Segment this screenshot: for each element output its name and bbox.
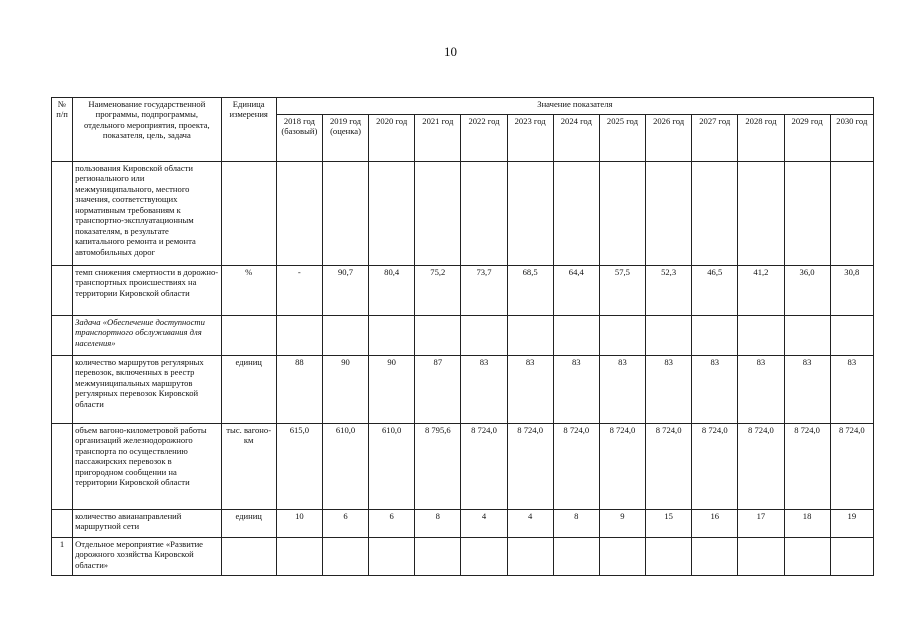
row-value [507,316,553,356]
row-value [369,538,415,576]
row-num [52,510,73,538]
row-value: 15 [646,510,692,538]
row-value: 57,5 [599,266,645,316]
row-value [322,162,368,266]
row-value [646,162,692,266]
row-value: 4 [507,510,553,538]
row-value [599,538,645,576]
row-value: 83 [461,356,507,424]
row-value [692,316,738,356]
row-value [830,538,873,576]
row-value [738,162,784,266]
row-name: количество авианаправлений маршрутной сети [73,510,222,538]
row-value: 8 724,0 [692,424,738,510]
header-year: 2019 год (оценка) [322,115,368,162]
header-year: 2025 год [599,115,645,162]
row-unit [221,316,276,356]
table-row [52,162,874,266]
row-value: 90,7 [322,266,368,316]
indicators-table [51,97,874,576]
row-value: 8 [553,510,599,538]
page-number: 10 [444,44,457,59]
row-value: 87 [415,356,461,424]
row-num: 1 [52,538,73,576]
row-value: 8 724,0 [461,424,507,510]
header-year: 2020 год [369,115,415,162]
row-value: 73,7 [461,266,507,316]
row-unit [221,162,276,266]
row-value: 610,0 [322,424,368,510]
header-year: 2028 год [738,115,784,162]
row-value [461,538,507,576]
row-value: 30,8 [830,266,873,316]
row-unit: единиц [221,510,276,538]
row-value [276,316,322,356]
row-value [276,538,322,576]
row-value [738,538,784,576]
table-row [52,316,874,356]
header-year: 2022 год [461,115,507,162]
row-unit: % [221,266,276,316]
row-value: 8 724,0 [507,424,553,510]
row-num [52,162,73,266]
row-unit [221,538,276,576]
row-value [692,162,738,266]
row-value [646,538,692,576]
row-value: 52,3 [646,266,692,316]
row-value: 18 [784,510,830,538]
row-name: пользования Кировской области регионального или межмуниципального, местного значения, соответствующих нормативным требованиям к транспортно-эксплуатационным показателям, в результате капитального ремонта и ремонта автомобильных дорог [73,162,222,266]
row-value: 8 [415,510,461,538]
row-value [599,162,645,266]
row-value: 83 [830,356,873,424]
row-value: - [276,266,322,316]
row-value: 83 [784,356,830,424]
row-value [415,162,461,266]
row-value: 64,4 [553,266,599,316]
row-value: 8 795,6 [415,424,461,510]
row-value: 8 724,0 [738,424,784,510]
table-row [52,424,874,510]
header-year: 2029 год [784,115,830,162]
row-value: 16 [692,510,738,538]
row-value: 4 [461,510,507,538]
row-value: 90 [322,356,368,424]
row-value [738,316,784,356]
table-row [52,266,874,316]
row-value: 8 724,0 [830,424,873,510]
row-value: 10 [276,510,322,538]
row-value: 8 724,0 [646,424,692,510]
row-value: 8 724,0 [599,424,645,510]
row-value: 610,0 [369,424,415,510]
header-year: 2030 год [830,115,873,162]
header-year: 2021 год [415,115,461,162]
header-year: 2024 год [553,115,599,162]
row-value: 75,2 [415,266,461,316]
row-value: 83 [738,356,784,424]
row-value [830,162,873,266]
row-value: 90 [369,356,415,424]
row-value: 19 [830,510,873,538]
row-value: 83 [692,356,738,424]
row-value: 8 724,0 [784,424,830,510]
table-row [52,538,874,576]
header-name: Наименование государственной программы, подпрограммы, отдельного мероприятия, проекта, показателя, цель, задача [73,98,222,162]
row-value: 83 [646,356,692,424]
row-num [52,316,73,356]
row-value: 83 [599,356,645,424]
row-value [646,316,692,356]
row-value: 46,5 [692,266,738,316]
row-value [784,162,830,266]
row-name: объем вагоно-километровой работы организаций железнодорожного транспорта по осуществлению пассажирских перевозок в пригородном сообщении на территории Кировской области [73,424,222,510]
row-value [553,316,599,356]
row-value: 83 [507,356,553,424]
row-name: темп снижения смертности в дорожно-транспортных происшествиях на территории Кировской области [73,266,222,316]
row-value [461,162,507,266]
row-value: 88 [276,356,322,424]
row-num [52,356,73,424]
row-value [553,162,599,266]
row-value [599,316,645,356]
row-value: 41,2 [738,266,784,316]
row-value [507,538,553,576]
table-row [52,356,874,424]
row-value [507,162,553,266]
header-year: 2027 год [692,115,738,162]
row-value: 6 [369,510,415,538]
row-value [276,162,322,266]
header-value-group: Значение показателя [276,98,873,115]
row-value [784,316,830,356]
row-value: 6 [322,510,368,538]
header-unit: Единица измерения [221,98,276,162]
row-value: 83 [553,356,599,424]
row-unit: тыс. вагоно-км [221,424,276,510]
row-value [322,316,368,356]
row-value: 68,5 [507,266,553,316]
row-num [52,266,73,316]
row-value: 8 724,0 [553,424,599,510]
row-name: Отдельное мероприятие «Развитие дорожного хозяйства Кировской области» [73,538,222,576]
header-year: 2023 год [507,115,553,162]
row-value: 9 [599,510,645,538]
row-value [322,538,368,576]
row-value [830,316,873,356]
row-value [784,538,830,576]
row-value: 80,4 [369,266,415,316]
row-value [553,538,599,576]
row-value [415,316,461,356]
header-year: 2018 год (базовый) [276,115,322,162]
row-value [369,316,415,356]
header-year: 2026 год [646,115,692,162]
row-num [52,424,73,510]
row-name: количество маршрутов регулярных перевозок, включенных в реестр межмуниципальных маршрутов регулярных перевозок Кировской области [73,356,222,424]
row-value [461,316,507,356]
row-value [415,538,461,576]
row-unit: единиц [221,356,276,424]
row-value: 615,0 [276,424,322,510]
header-num: № п/п [52,98,73,162]
row-value: 17 [738,510,784,538]
row-value: 36,0 [784,266,830,316]
row-value [369,162,415,266]
row-value [692,538,738,576]
row-name: Задача «Обеспечение доступности транспортного обслуживания для населения» [73,316,222,356]
table-row [52,510,874,538]
